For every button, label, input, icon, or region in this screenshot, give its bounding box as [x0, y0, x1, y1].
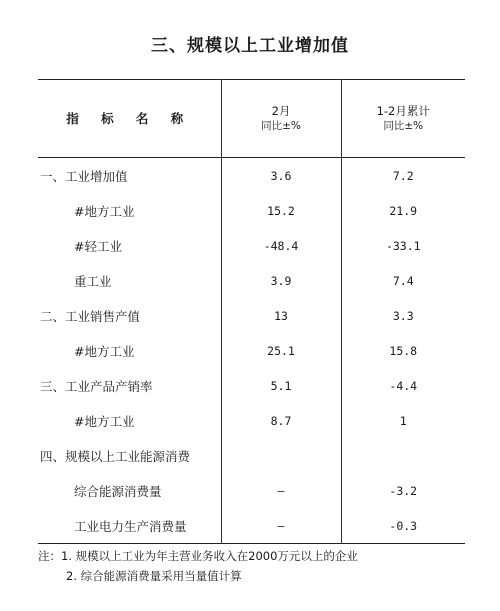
row-cumulative-value: -4.4	[341, 368, 465, 403]
header-row	[38, 80, 465, 158]
row-name: 三、工业产品产销率	[40, 378, 153, 394]
table-row	[38, 228, 465, 263]
row-cumulative-value: 21.9	[341, 193, 465, 228]
row-cumulative-value: 15.8	[341, 333, 465, 368]
header-cumulative-sub: 同比±%	[383, 119, 424, 132]
row-name: 综合能源消费量	[74, 483, 162, 499]
row-month-value: 5.1	[221, 368, 341, 403]
row-month-value	[221, 438, 341, 473]
row-name: 重工业	[74, 273, 112, 289]
footnotes	[38, 546, 358, 586]
row-cumulative-value: -0.3	[341, 508, 465, 544]
header-cumulative-title: 1-2月累计	[376, 103, 430, 118]
table-row	[38, 158, 465, 194]
row-name: #地方工业	[74, 413, 135, 429]
row-cumulative-value: 7.4	[341, 263, 465, 298]
row-name: #地方工业	[74, 343, 135, 359]
row-cumulative-value: -33.1	[341, 228, 465, 263]
row-month-value: 3.6	[221, 158, 341, 194]
row-cumulative-value: 3.3	[341, 298, 465, 333]
row-cumulative-value: -3.2	[341, 473, 465, 508]
row-name: 四、规模以上工业能源消费	[40, 448, 191, 464]
table-row	[38, 298, 465, 333]
row-name: #地方工业	[74, 203, 135, 219]
row-month-value: 15.2	[221, 193, 341, 228]
statistics-table	[38, 79, 465, 544]
row-month-value: 25.1	[221, 333, 341, 368]
table-row	[38, 263, 465, 298]
header-month-sub: 同比±%	[261, 119, 301, 132]
row-name: 一、工业增加值	[40, 168, 128, 184]
table-row	[38, 333, 465, 368]
row-name: 工业电力生产消费量	[74, 518, 187, 534]
row-month-value: —	[221, 473, 341, 508]
table-row	[38, 473, 465, 508]
header-cumulative	[341, 80, 465, 158]
header-month-title: 2月	[271, 103, 291, 118]
row-month-value: 3.9	[221, 263, 341, 298]
table-row	[38, 368, 465, 403]
table-row	[38, 438, 465, 473]
table-row	[38, 193, 465, 228]
row-cumulative-value: 7.2	[341, 158, 465, 194]
row-month-value: —	[221, 508, 341, 544]
table-row	[38, 403, 465, 438]
footnote-1: 注：1. 规模以上工业为年主营业务收入在2000万元以上的企业	[38, 549, 358, 563]
row-cumulative-value: 1	[341, 403, 465, 438]
header-month	[221, 80, 341, 158]
row-month-value: -48.4	[221, 228, 341, 263]
footnote-2: 2. 综合能源消费量采用当量值计算	[66, 569, 242, 583]
row-name: 二、工业销售产值	[40, 308, 141, 324]
page-title: 三、规模以上工业增加值	[151, 36, 349, 56]
row-month-value: 8.7	[221, 403, 341, 438]
table-row	[38, 508, 465, 544]
header-indicator-name: 指 标 名 称	[66, 110, 193, 126]
row-month-value: 13	[221, 298, 341, 333]
row-cumulative-value	[341, 438, 465, 473]
row-name: #轻工业	[74, 238, 122, 254]
